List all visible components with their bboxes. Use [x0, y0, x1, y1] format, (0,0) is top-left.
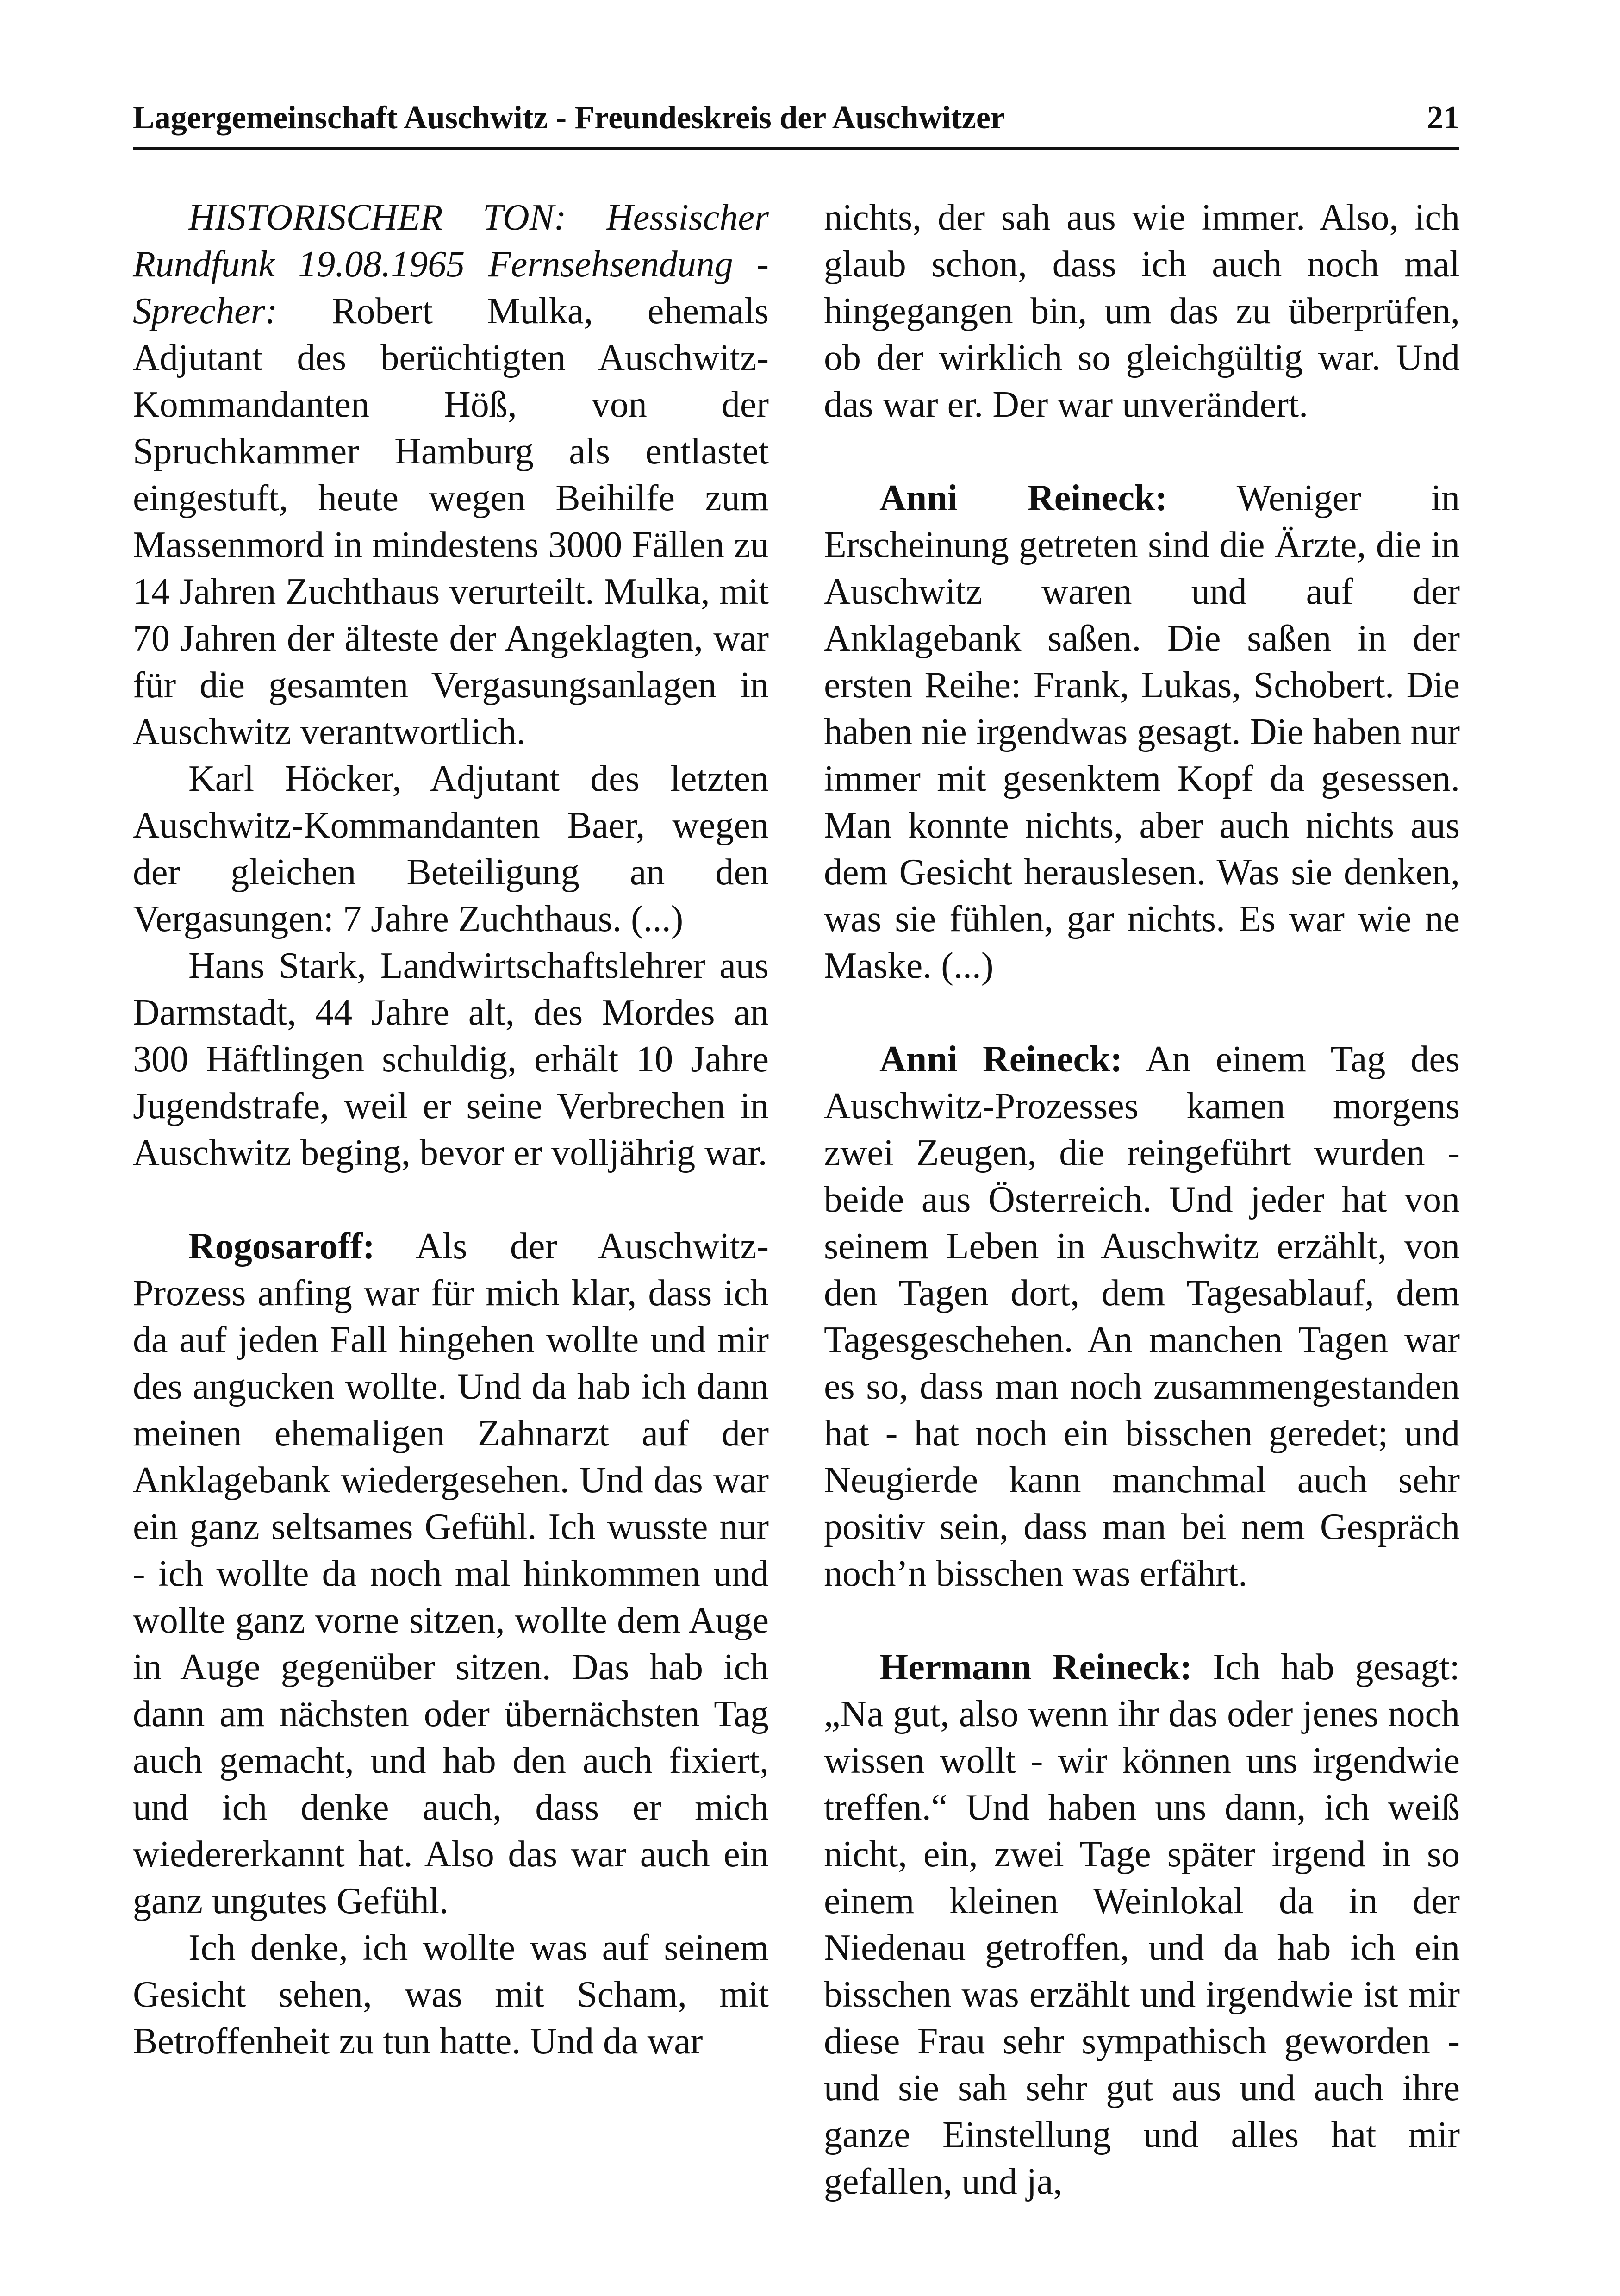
paragraph-gap — [824, 428, 1460, 475]
paragraph-text: An einem Tag des Auschwitz-Prozesses kamen morgens zwei Zeugen, die reingeführt wurden - beide aus Österreich. Und jeder hat von seinem Leben in Auschwitz erzählt, von den Tagen dort, dem Tagesablauf, dem Tagesgeschehen. An manchen Tagen war es so, dass man noch zusammengestanden hat - hat noch ein bisschen geredet; und Neugierde kann manchmal auch sehr positiv sein, dass man bei nem Gespräch noch’n bisschen was erfährt. — [824, 1039, 1460, 1594]
paragraph-hoecker: Karl Höcker, Adjutant des letzten Auschwitz-Kommandanten Baer, wegen der gleichen Beteiligung an den Vergasungen: 7 Jahre Zuchthaus. (...) — [133, 758, 769, 939]
paragraph-gap — [133, 1176, 769, 1223]
paragraph-historical-sound — [133, 194, 769, 756]
right-column — [824, 194, 1460, 2205]
page-header — [133, 100, 1459, 150]
paragraph-text: Weniger in Erscheinung getreten sind die Ärzte, die in Auschwitz waren und auf der Anklagebank saßen. Die saßen in der ersten Reihe: Frank, Lukas, Schobert. Die haben nie irgendwas gesagt. Die haben nur immer mit gesenktem Kopf da gesessen. Man konnte nichts, aber auch nichts aus dem Gesicht herauslesen. Was sie denken, was sie fühlen, gar nichts. Es war wie ne Maske. (...) — [824, 478, 1460, 986]
speaker-name: Anni Reineck: — [879, 478, 1168, 519]
paragraph-anni-reineck-1 — [824, 475, 1460, 989]
source-label: HISTORISCHER TON: Hessischer Rundfunk 19.08.1965 Fernsehsendung - Sprecher: — [133, 197, 769, 332]
paragraph-hermann-reineck — [824, 1644, 1460, 2205]
paragraph-text: Ich hab gesagt: „Na gut, also wenn ihr das oder jenes noch wissen wollt - wir können uns irgendwie treffen.“ Und haben uns dann, ich weiß nicht, ein, zwei Tage später irgend in so einem kleinen Weinlokal da in der Niedenau getroffen, und da hab ich ein bisschen was erzählt und irgendwie ist mir diese Frau sehr sympathisch geworden - und sie sah sehr gut aus und auch ihre ganze Einstellung und alles hat mir gefallen, und ja, — [824, 1647, 1460, 2202]
paragraph-anni-reineck-2 — [824, 1036, 1460, 1597]
paragraph-text: Robert Mulka, ehemals Adjutant des berüchtigten Auschwitz-Kommandanten Höß, von der Spruchkammer Hamburg als entlastet eingestuft, heute wegen Beihilfe zum Massenmord in mindestens 3000 Fällen zu 14 Jahren Zuchthaus verurteilt. Mulka, mit 70 Jahren der älteste der Angeklagten, war für die gesamten Vergasungsanlagen in Auschwitz verantwortlich. — [133, 291, 769, 752]
paragraph-continuation: Ich denke, ich wollte was auf seinem Gesicht sehen, was mit Scham, mit Betroffenheit zu tun hatte. Und da war — [133, 1927, 769, 2062]
running-header-title: Lagergemeinschaft Auschwitz - Freundeskreis der Auschwitzer — [133, 100, 1005, 136]
left-column — [133, 194, 769, 2065]
speaker-name: Anni Reineck: — [879, 1039, 1123, 1080]
paragraph-text: Als der Auschwitz-Prozess anfing war für mich klar, dass ich da auf jeden Fall hingehen wollte und mir des angucken wollte. Und da hab ich dann meinen ehemaligen Zahnarzt auf der Anklagebank wiedergesehen. Und das war ein ganz seltsames Gefühl. Ich wusste nur - ich wollte da noch mal hinkommen und wollte ganz vorne sitzen, wollte dem Auge in Auge gegenüber sitzen. Das hab ich dann am nächsten oder übernächsten Tag auch gemacht, und hab den auch fixiert, und ich denke auch, dass er mich wiedererkannt hat. Also das war auch ein ganz ungutes Gefühl. — [133, 1226, 769, 1921]
speaker-name: Hermann Reineck: — [879, 1647, 1192, 1688]
page-number: 21 — [1427, 100, 1459, 136]
paragraph-gap — [824, 1597, 1460, 1644]
paragraph-continued: nichts, der sah aus wie immer. Also, ich glaub schon, dass ich auch noch mal hingegangen bin, um das zu überprüfen, ob der wirklich so gleichgültig war. Und das war er. Der war unverändert. — [824, 197, 1460, 425]
paragraph-rogosaroff — [133, 1223, 769, 1925]
speaker-name: Rogosaroff: — [188, 1226, 375, 1267]
paragraph-gap — [824, 989, 1460, 1036]
paragraph-stark: Hans Stark, Landwirtschaftslehrer aus Darmstadt, 44 Jahre alt, des Mordes an 300 Häftlingen schuldig, erhält 10 Jahre Jugendstrafe, weil er seine Verbrechen in Auschwitz beging, bevor er volljährig war. — [133, 945, 769, 1173]
